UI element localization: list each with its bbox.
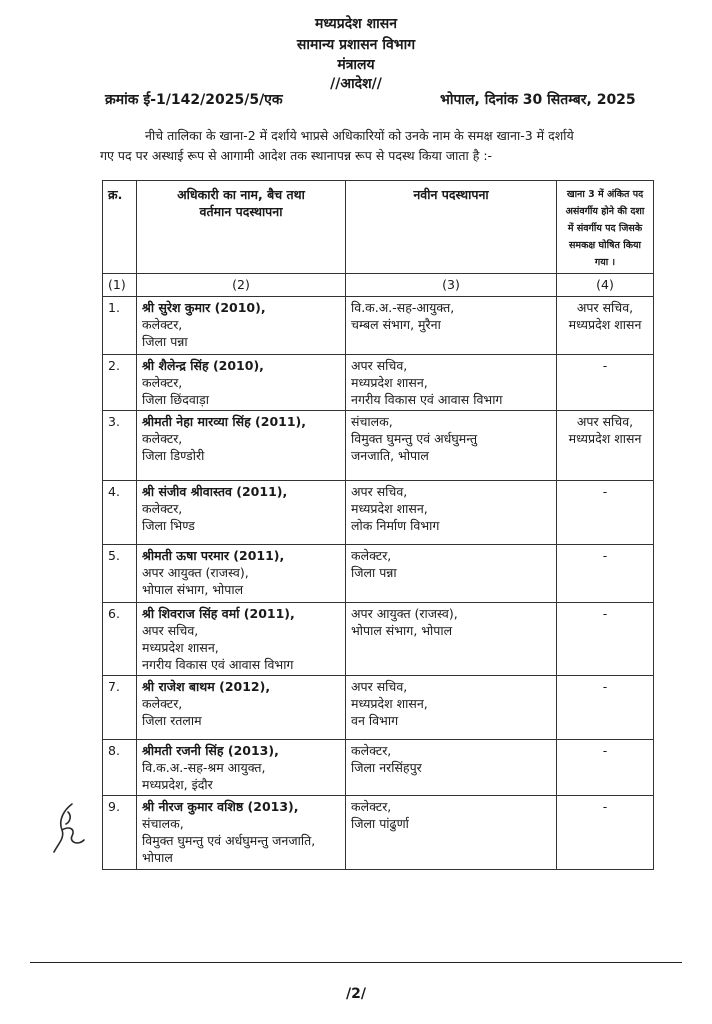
equivalent-post-cell: [557, 297, 654, 355]
current-posting-line: अपर सचिव,: [142, 623, 199, 638]
new-posting-cell: [346, 297, 557, 355]
header-officer: अधिकारी का नाम, बैच तथा वर्तमान पदस्थापना: [137, 181, 346, 274]
officer-name: श्री सुरेश कुमार (2010),: [142, 300, 266, 315]
table-row: [103, 796, 654, 870]
page-number: /2/: [346, 986, 366, 1002]
new-posting-line: नगरीय विकास एवं आवास विभाग: [351, 392, 503, 407]
col-number: (2): [137, 274, 346, 297]
posting-table: [102, 180, 654, 870]
current-posting-line: कलेक्टर,: [142, 696, 183, 711]
new-posting-line: वि.क.अ.-सह-आयुक्त,: [351, 300, 455, 315]
new-posting-line: लोक निर्माण विभाग: [351, 518, 440, 533]
serial-number: 2.: [103, 355, 137, 411]
new-posting-line: चम्बल संभाग, मुरैना: [351, 317, 441, 332]
new-posting-cell: [346, 545, 557, 603]
order-number: क्रमांक ई-1/142/2025/5/एक: [105, 92, 283, 108]
serial-number: 8.: [103, 740, 137, 796]
equivalent-post-cell: [557, 796, 654, 870]
new-posting-cell: [346, 355, 557, 411]
current-posting-line: मध्यप्रदेश, इंदौर: [142, 777, 213, 792]
officer-cell: [137, 297, 346, 355]
current-posting-line: विमुक्त घुमन्तु एवं अर्धघुमन्तु जनजाति,: [142, 833, 316, 848]
new-posting-line: मध्यप्रदेश शासन,: [351, 501, 428, 516]
officer-cell: [137, 411, 346, 481]
new-posting-line: जिला पांढुर्णा: [351, 816, 409, 831]
equivalent-post-line: मध्यप्रदेश शासन: [568, 431, 642, 446]
current-posting-line: भोपाल संभाग, भोपाल: [142, 582, 244, 597]
equivalent-post-line: -: [602, 548, 608, 563]
officer-name: श्री शिवराज सिंह वर्मा (2011),: [142, 606, 295, 621]
officer-cell: [137, 796, 346, 870]
new-posting-cell: [346, 411, 557, 481]
equivalent-post-cell: [557, 355, 654, 411]
current-posting-line: जिला रतलाम: [142, 713, 202, 728]
officer-cell: [137, 481, 346, 545]
new-posting-line: जिला नरसिंहपुर: [351, 760, 422, 775]
table-row: [103, 297, 654, 355]
new-posting-line: कलेक्टर,: [351, 743, 392, 758]
current-posting-line: संचालक,: [142, 816, 184, 831]
officer-name: श्री नीरज कुमार वशिष्ठ (2013),: [142, 799, 299, 814]
equivalent-post-line: -: [602, 358, 608, 373]
new-posting-line: अपर सचिव,: [351, 358, 408, 373]
equivalent-post-line: अपर सचिव,: [576, 300, 634, 315]
new-posting-line: अपर सचिव,: [351, 679, 408, 694]
new-posting-line: भोपाल संभाग, भोपाल: [351, 623, 453, 638]
footer-divider: [30, 962, 682, 963]
header-serial: क्र.: [103, 181, 137, 274]
serial-number: 6.: [103, 603, 137, 676]
new-posting-line: संचालक,: [351, 414, 393, 429]
govt-name: मध्यप्रदेश शासन: [315, 16, 397, 32]
equivalent-post-cell: [557, 411, 654, 481]
intro-line-1: नीचे तालिका के खाना-2 में दर्शाये भाप्रसे अधिकारियों को उनके नाम के समक्ष खाना-3 में दर्शाये: [145, 128, 574, 143]
current-posting-line: जिला पन्ना: [142, 334, 188, 349]
serial-number: 5.: [103, 545, 137, 603]
officer-name: श्रीमती ऊषा परमार (2011),: [142, 548, 285, 563]
officer-name: श्री संजीव श्रीवास्तव (2011),: [142, 484, 288, 499]
new-posting-line: कलेक्टर,: [351, 548, 392, 563]
equivalent-post-line: -: [602, 484, 608, 499]
equivalent-post-cell: [557, 676, 654, 740]
new-posting-line: अपर आयुक्त (राजस्व),: [351, 606, 458, 621]
header-new-posting: नवीन पदस्थापना: [346, 181, 557, 274]
new-posting-line: मध्यप्रदेश शासन,: [351, 375, 428, 390]
col-number: (4): [557, 274, 654, 297]
equivalent-post-line: -: [602, 679, 608, 694]
current-posting-line: भोपाल: [142, 850, 173, 865]
officer-name: श्री राजेश बाथम (2012),: [142, 679, 271, 694]
new-posting-line: अपर सचिव,: [351, 484, 408, 499]
new-posting-line: मध्यप्रदेश शासन,: [351, 696, 428, 711]
officer-cell: [137, 740, 346, 796]
officer-name: श्री शैलेन्द्र सिंह (2010),: [142, 358, 264, 373]
new-posting-line: जनजाति, भोपाल: [351, 448, 429, 463]
table-row: [103, 355, 654, 411]
equivalent-post-line: -: [602, 743, 608, 758]
column-number-row: [103, 274, 654, 297]
new-posting-line: कलेक्टर,: [351, 799, 392, 814]
new-posting-cell: [346, 740, 557, 796]
order-heading: //आदेश//: [330, 76, 382, 92]
current-posting-line: अपर आयुक्त (राजस्व),: [142, 565, 249, 580]
table-row: [103, 603, 654, 676]
table-row: [103, 740, 654, 796]
officer-name: श्रीमती रजनी सिंह (2013),: [142, 743, 279, 758]
current-posting-line: कलेक्टर,: [142, 431, 183, 446]
officer-cell: [137, 355, 346, 411]
department-name: सामान्य प्रशासन विभाग: [296, 37, 416, 53]
serial-number: 7.: [103, 676, 137, 740]
serial-number: 9.: [103, 796, 137, 870]
current-posting-line: कलेक्टर,: [142, 501, 183, 516]
place-date: भोपाल, दिनांक 30 सितम्बर, 2025: [440, 92, 636, 108]
table-row: [103, 411, 654, 481]
header-equivalent-post: खाना 3 में अंकित पद असंवर्गीय होने की दशा में संवर्गीय पद जिसके समकक्ष घोषित किया गया ।: [557, 181, 654, 274]
serial-number: 1.: [103, 297, 137, 355]
new-posting-line: विमुक्त घुमन्तु एवं अर्धघुमन्तु: [351, 431, 478, 446]
equivalent-post-cell: [557, 740, 654, 796]
office-name: मंत्रालय: [337, 57, 375, 73]
equivalent-post-line: -: [602, 606, 608, 621]
serial-number: 3.: [103, 411, 137, 481]
officer-cell: [137, 676, 346, 740]
current-posting-line: वि.क.अ.-सह-श्रम आयुक्त,: [142, 760, 266, 775]
equivalent-post-line: -: [602, 799, 608, 814]
table-row: [103, 545, 654, 603]
table-body: [103, 297, 654, 870]
current-posting-line: मध्यप्रदेश शासन,: [142, 640, 219, 655]
officer-cell: [137, 545, 346, 603]
equivalent-post-cell: [557, 481, 654, 545]
equivalent-post-line: मध्यप्रदेश शासन: [568, 317, 642, 332]
current-posting-line: नगरीय विकास एवं आवास विभाग: [142, 657, 294, 672]
intro-paragraph: [100, 126, 660, 166]
officer-cell: [137, 603, 346, 676]
col-number: (3): [346, 274, 557, 297]
current-posting-line: कलेक्टर,: [142, 375, 183, 390]
new-posting-cell: [346, 481, 557, 545]
signature-mark: [50, 800, 90, 860]
col-number: (1): [103, 274, 137, 297]
officer-name: श्रीमती नेहा मारव्या सिंह (2011),: [142, 414, 307, 429]
equivalent-post-cell: [557, 603, 654, 676]
equivalent-post-line: अपर सचिव,: [576, 414, 634, 429]
equivalent-post-cell: [557, 545, 654, 603]
current-posting-line: जिला भिण्ड: [142, 518, 195, 533]
current-posting-line: जिला छिंदवाड़ा: [142, 392, 209, 407]
table-row: [103, 481, 654, 545]
new-posting-cell: [346, 603, 557, 676]
current-posting-line: कलेक्टर,: [142, 317, 183, 332]
intro-line-2: गए पद पर अस्थाई रूप से आगामी आदेश तक स्थानापन्न रूप से पदस्थ किया जाता है :-: [100, 148, 493, 163]
current-posting-line: जिला डिण्डोरी: [142, 448, 205, 463]
new-posting-line: जिला पन्ना: [351, 565, 397, 580]
new-posting-line: वन विभाग: [351, 713, 399, 728]
new-posting-cell: [346, 676, 557, 740]
new-posting-cell: [346, 796, 557, 870]
table-row: [103, 676, 654, 740]
serial-number: 4.: [103, 481, 137, 545]
